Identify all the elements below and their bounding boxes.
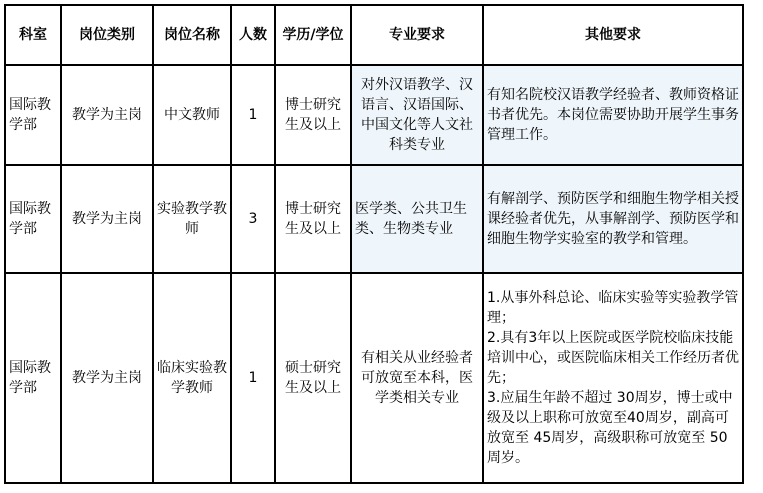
header-category: 岗位类别: [61, 5, 153, 65]
table-row: [5, 165, 743, 273]
cell-education: 博士研究生及以上: [275, 65, 351, 165]
header-other: 其他要求: [483, 5, 743, 65]
header-education: 学历/学位: [275, 5, 351, 65]
cell-count: 1: [231, 65, 275, 165]
cell-category: 教学为主岗: [61, 165, 153, 273]
cell-category: 教学为主岗: [61, 273, 153, 483]
cell-count: 3: [231, 165, 275, 273]
cell-position: 实验教学教师: [153, 165, 231, 273]
header-row: [5, 5, 743, 65]
cell-education: 硕士研究生及以上: [275, 273, 351, 483]
note-item: 1.从事外科总论、临床实验等实验教学管理；: [487, 290, 739, 326]
table-row: [5, 65, 743, 165]
cell-position: 临床实验教学教师: [153, 273, 231, 483]
recruitment-table-wrapper: [4, 4, 744, 484]
cell-position: 中文教师: [153, 65, 231, 165]
cell-other: 有知名院校汉语教学经验者、教师资格证书者优先。本岗位需要协助开展学生事务管理工作。: [483, 65, 743, 165]
recruitment-table: [4, 4, 744, 484]
note-item: 2.具有3年以上医院或医学院校临床技能培训中心，或医院临床相关工作经历者优先；: [487, 330, 739, 386]
cell-count: 1: [231, 273, 275, 483]
cell-category: 教学为主岗: [61, 65, 153, 165]
cell-other: [483, 273, 743, 483]
cell-dept: 国际教学部: [5, 165, 61, 273]
cell-major: 对外汉语教学、汉语言、汉语国际、中国文化等人文社科类专业: [351, 65, 483, 165]
cell-dept: 国际教学部: [5, 273, 61, 483]
table-row: [5, 273, 743, 483]
header-dept: 科室: [5, 5, 61, 65]
cell-major: 医学类、公共卫生类、生物类专业: [351, 165, 483, 273]
cell-major: 有相关从业经验者可放宽至本科，医学类相关专业: [351, 273, 483, 483]
header-count: 人数: [231, 5, 275, 65]
header-major: 专业要求: [351, 5, 483, 65]
cell-education: 博士研究生及以上: [275, 165, 351, 273]
cell-other: 有解剖学、预防医学和细胞生物学相关授课经验者优先，从事解剖学、预防医学和细胞生物学实验室的教学和管理。: [483, 165, 743, 273]
note-item: 3.应届生年龄不超过 30周岁，博士或中级及以上职称可放宽至40周岁，副高可放宽至 45周岁，高级职称可放宽至 50周岁。: [487, 390, 733, 466]
cell-dept: 国际教学部: [5, 65, 61, 165]
header-position: 岗位名称: [153, 5, 231, 65]
